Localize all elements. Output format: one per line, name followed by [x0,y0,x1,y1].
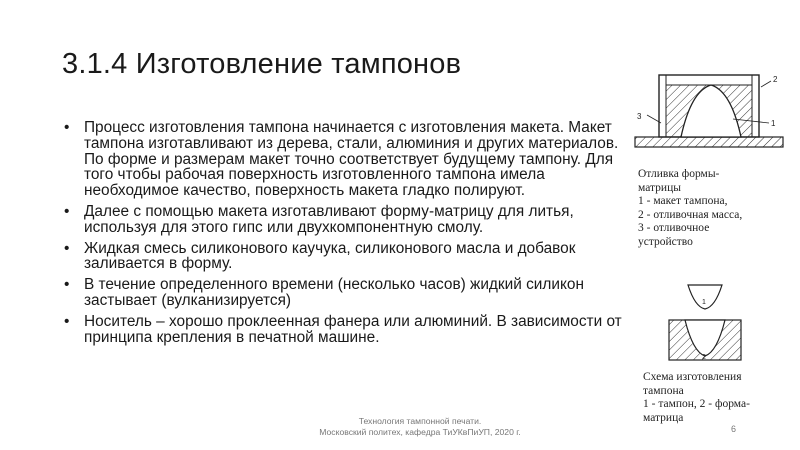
figure2-label-2: 2 [702,354,706,361]
figure1-label-2: 2 [773,75,778,84]
bullet-item: • Жидкая смесь силиконового каучука, силиконового масла и добавок заливается в форму. [62,241,634,273]
figure2-caption: Схема изготовления тампона 1 - тампон, 2 - форма- матрица [643,371,750,424]
form-matrix-diagram [667,318,743,362]
bullet-item: • Далее с помощью макета изготавливают форму-матрицу для литья, используя для этого гипс или двухкомпонентную смолу. [62,204,634,236]
figure2-label-1: 1 [702,299,706,306]
footer [270,416,570,438]
mold-casting-diagram [633,73,785,161]
page-number: 6 [731,424,737,434]
figure1-caption: Отливка формы- матрицы 1 - макет тампона, 2 - отливочная масса, 3 - отливочное устройство [638,168,743,248]
bullet-item: • Носитель – хорошо проклеенная фанера или алюминий. В зависимости от принципа крепления в печатной машине. [62,314,634,346]
footer-line-2: Московский политех, кафедра ТиУКвПиУП, 2020 г. [319,427,521,437]
bullet-list [62,120,634,350]
bullet-item: • Процесс изготовления тампона начинается с изготовления макета. Макет тампона изготавливают из дерева, стали, алюминия и других материалов. По форме и размерам макет точно соответствует будущему тампону. Для того чтобы рабочая поверхность изготовленного тампона имела необходимое качество, поверхность макета гладко полируют. [62,120,634,199]
footer-line-1: Технология тампонной печати. [358,416,482,426]
tampon-diagram [685,283,725,311]
figure1-label-1: 1 [771,119,776,128]
figure1-label-3: 3 [637,112,642,121]
slide-title: 3.1.4 Изготовление тампонов [62,48,462,80]
bullet-item: • В течение определенного времени (несколько часов) жидкий силикон застывает (вулканизируется) [62,277,634,309]
